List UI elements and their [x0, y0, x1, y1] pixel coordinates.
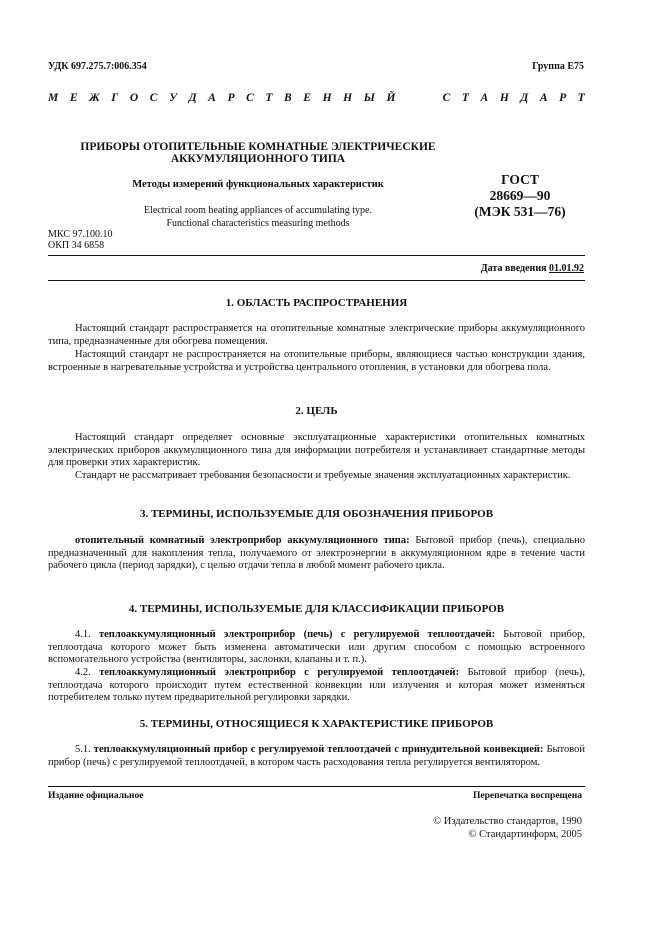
english-title-line-1: Electrical room heating appliances of accumulating type.	[144, 205, 372, 216]
document-title	[48, 141, 468, 165]
section-4-item-1: 4.1. теплоаккумуляционный электроприбор (печь) с регулируемой теплоотдачей: Бытовой прибор, теплоотдача которого может быть изменена автоматически или другим способом с помощью встроенного вспомогательного устройства (вентиляторы, заслонки, клапаны и т. п.).	[48, 629, 586, 666]
banner-letter: Е	[69, 92, 78, 104]
section-3-definition: отопительный комнатный электроприбор аккумуляционного типа: Бытовой прибор (печь), специально предназначенный для накопления тепла, получаемого от электроэнергии в аккумуляционном ядре в течение части рабочего цикла (период зарядки), с целью отдачи тепла в любой момент рабочего цикла.	[48, 535, 585, 572]
banner-letter: Ы	[363, 92, 375, 104]
banner-letter: А	[539, 92, 548, 104]
banner-letter: А	[208, 92, 216, 104]
banner-letter: Р	[227, 92, 235, 104]
gost-label: ГОСТ	[501, 172, 539, 187]
banner-letter: Т	[461, 92, 469, 104]
banner-letter: Г	[111, 92, 119, 104]
banner-letter: Н	[322, 92, 332, 104]
section-1-paragraph-1: Настоящий стандарт распространяется на отопительные комнатные электрические приборы аккумуляционного типа, предназначенные для обогрева помещения.	[48, 323, 585, 347]
banner-letter: С	[442, 92, 451, 104]
copyright-1990: © Издательство стандартов, 1990	[433, 816, 582, 827]
interstate-standard-banner	[48, 92, 585, 104]
section-2-heading: 2. ЦЕЛЬ	[295, 405, 338, 417]
section-1-paragraph-2: Настоящий стандарт не распространяется на отопительные приборы, являющиеся частью конструкции здания, встроенные в нагревательные устройства и устройства центрального отопления, в установки для обогрева пола.	[48, 349, 585, 373]
official-edition: Издание официальное	[48, 791, 144, 801]
section-2-paragraph-2: Стандарт не рассматривает требования безопасности и требуемые значения эксплуатационных характеристик.	[75, 470, 571, 481]
banner-letter: А	[480, 92, 489, 104]
banner-letter: Р	[559, 92, 567, 104]
group-code: Группа Е75	[532, 61, 584, 72]
term: отопительный комнатный электроприбор аккумуляционного типа:	[75, 535, 410, 546]
banner-letter: Н	[499, 92, 509, 104]
section-5-heading: 5. ТЕРМИНЫ, ОТНОСЯЩИЕСЯ К ХАРАКТЕРИСТИКЕ ПРИБОРОВ	[139, 718, 494, 730]
okp-code: ОКП 34 6858	[48, 240, 105, 251]
reprint-prohibited: Перепечатка воспрещена	[472, 791, 582, 801]
gost-number	[470, 172, 570, 220]
section-5-item-1: 5.1. теплоаккумуляционный прибор с регулируемой теплоотдачей с принудительной конвекцией: Бытовой прибор (печь) с регулируемой теплоотдачей, в котором часть расходования тепла регулируется вентилятором.	[48, 744, 585, 768]
english-title	[48, 204, 468, 230]
term: теплоаккумуляционный электроприбор (печь) с регулируемой теплоотдачей:	[98, 629, 496, 640]
section-1-heading: 1. ОБЛАСТЬ РАСПРОСТРАНЕНИЯ	[225, 297, 408, 309]
banner-letter: Ж	[89, 92, 100, 104]
banner-letter: В	[284, 92, 292, 104]
banner-letter: Й	[386, 92, 396, 104]
gost-code: 28669—90	[489, 188, 551, 203]
title-line-2: АККУМУЛЯЦИОННОГО ТИПА	[170, 153, 346, 165]
banner-letter: О	[129, 92, 139, 104]
udk-code: УДК 697.275.7:006.354	[48, 61, 147, 72]
term: теплоаккумуляционный электроприбор с регулируемой теплоотдачей:	[99, 667, 460, 678]
banner-gap	[407, 92, 431, 104]
effective-date-value: 01.01.92	[549, 263, 584, 274]
banner-letter: Н	[343, 92, 353, 104]
section-3-heading: 3. ТЕРМИНЫ, ИСПОЛЬЗУЕМЫЕ ДЛЯ ОБОЗНАЧЕНИЯ ПРИБОРОВ	[139, 508, 494, 520]
divider	[48, 280, 585, 281]
classification-codes	[48, 229, 112, 251]
iec-code: (МЭК 531—76)	[474, 204, 566, 219]
document-subtitle: Методы измерений функциональных характеристик	[132, 179, 384, 190]
banner-letter: Д	[188, 92, 197, 104]
banner-letter: Е	[303, 92, 311, 104]
banner-letter: У	[169, 92, 178, 104]
footer-divider	[48, 786, 585, 787]
section-2-paragraph-1: Настоящий стандарт определяет основные эксплуатационные характеристики отопительных комнатных электрических приборов аккумуляционного типа для информации потребителя и устанавливает стандартные методы для проверки этих характеристик.	[48, 432, 585, 469]
section-4-item-2: 4.2. теплоаккумуляционный электроприбор с регулируемой теплоотдачей: Бытовой прибор (печь), теплоотдача которого происходит путем естественной конвекции или излучения и которая может изменяться потребителем только путем предварительной регулировки зарядки.	[48, 667, 586, 704]
title-line-1: ПРИБОРЫ ОТОПИТЕЛЬНЫЕ КОМНАТНЫЕ ЭЛЕКТРИЧЕСКИЕ	[80, 141, 436, 153]
divider	[48, 255, 585, 256]
banner-letter: Т	[265, 92, 273, 104]
mks-code: МКС 97.100.10	[48, 229, 113, 240]
section-4-heading: 4. ТЕРМИНЫ, ИСПОЛЬЗУЕМЫЕ ДЛЯ КЛАССИФИКАЦИИ ПРИБОРОВ	[128, 603, 505, 615]
banner-letter: Т	[577, 92, 585, 104]
effective-date	[481, 263, 584, 274]
english-title-line-2: Functional characteristics measuring methods	[166, 218, 350, 229]
banner-letter: С	[246, 92, 254, 104]
term: теплоаккумуляционный прибор с регулируемой теплоотдачей с принудительной конвекцией:	[93, 744, 544, 755]
copyright-2005: © Стандартинформ, 2005	[468, 829, 582, 840]
effective-date-label: Дата введения	[480, 263, 547, 274]
banner-letter: С	[149, 92, 158, 104]
banner-letter: М	[48, 92, 59, 104]
banner-letter: Д	[520, 92, 529, 104]
